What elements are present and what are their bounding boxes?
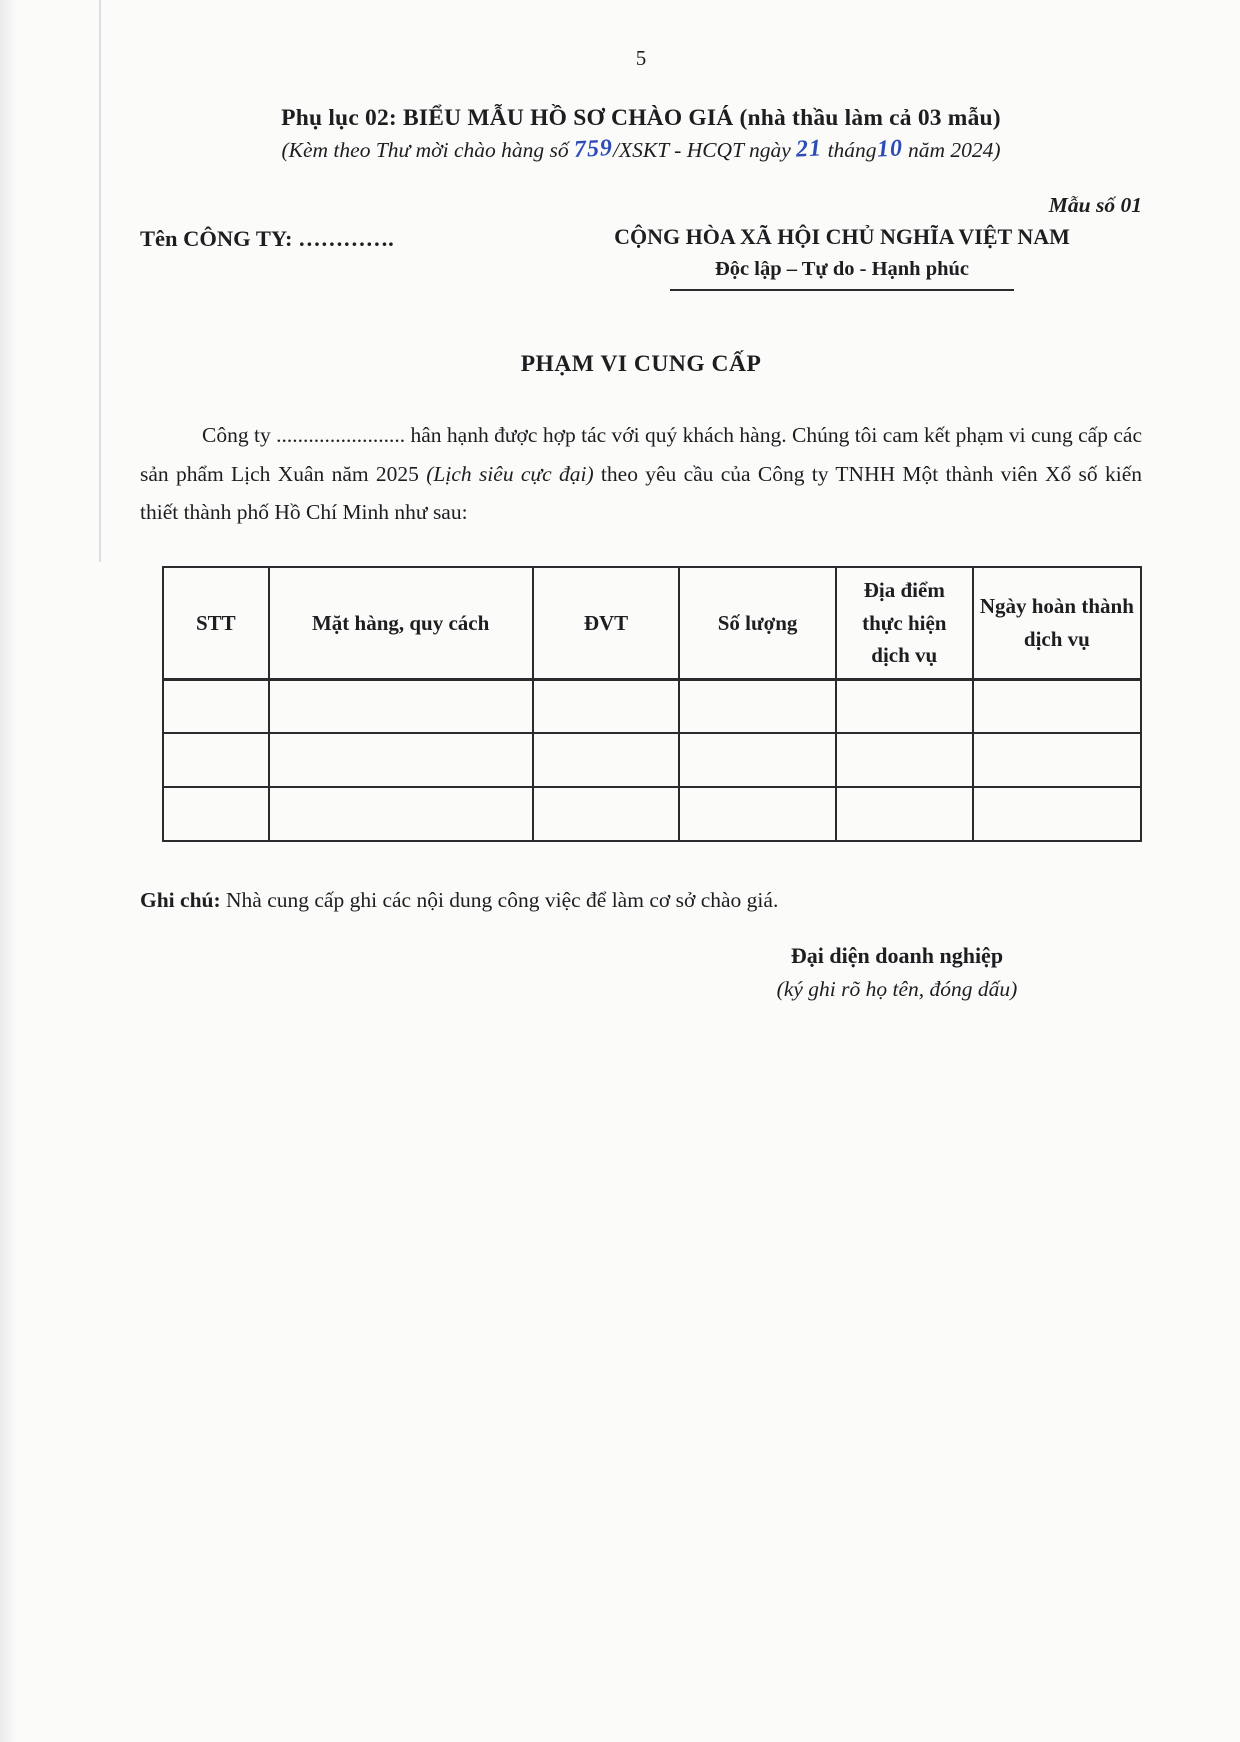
national-motto-line2: Độc lập – Tự do - Hạnh phúc xyxy=(714,258,969,280)
reference-pre: (Kèm theo Thư mời chào hàng số xyxy=(281,138,575,162)
cell-stt xyxy=(163,733,269,787)
cell-stt xyxy=(163,787,269,841)
table-row xyxy=(163,679,1141,733)
table-row xyxy=(163,787,1141,841)
document-heading: PHẠM VI CUNG CẤP xyxy=(520,351,762,377)
note-label: Ghi chú: xyxy=(140,888,221,913)
table-row xyxy=(163,733,1141,787)
paragraph-italic: (Lịch siêu cực đại) xyxy=(426,461,594,486)
header-place: Địa điểm thực hiện dịch vụ xyxy=(836,567,973,679)
cell-quantity xyxy=(679,787,835,841)
cell-item xyxy=(269,679,533,733)
cell-item xyxy=(269,787,533,841)
cell-date xyxy=(973,679,1141,733)
cell-date xyxy=(973,787,1141,841)
cell-stt xyxy=(163,679,269,733)
cell-place xyxy=(836,733,973,787)
cell-quantity xyxy=(679,679,835,733)
cell-quantity xyxy=(679,733,835,787)
commitment-paragraph xyxy=(140,416,1142,532)
form-number-label: Mẫu số 01 xyxy=(1048,193,1142,217)
paragraph-part1: Công ty ........................ hân hạnh được hợp tác với quý khách hàng. Chúng tôi cam kết phạm vi cung cấp các sản phẩm Lịch Xuân năm 2025 xyxy=(140,423,1142,486)
appendix-title: Phụ lục 02: BIỂU MẪU HỒ SƠ CHÀO GIÁ (nhà thầu làm cả 03 mẫu) xyxy=(281,105,1001,131)
national-motto-line1: CỘNG HÒA XÃ HỘI CHỦ NGHĨA VIỆT NAM xyxy=(614,224,1070,249)
note-text: Nhà cung cấp ghi các nội dung công việc để làm cơ sở chào giá. xyxy=(220,888,779,913)
letterhead-row xyxy=(140,224,1142,291)
cell-item xyxy=(269,733,533,787)
signature-block xyxy=(677,943,1117,1002)
reference-post: năm 2024) xyxy=(902,138,1001,162)
table-header-row xyxy=(163,567,1141,679)
company-name-line: Tên CÔNG TY: …………. xyxy=(140,226,394,251)
reference-mid2: tháng xyxy=(822,138,877,162)
reference-line xyxy=(140,134,1142,164)
note-line xyxy=(140,888,1142,913)
supply-scope-table xyxy=(162,566,1142,842)
header-date: Ngày hoàn thành dịch vụ xyxy=(973,567,1141,679)
cell-unit xyxy=(533,787,680,841)
signature-instruction: (ký ghi rõ họ tên, đóng dấu) xyxy=(776,977,1018,1002)
handwritten-month: 10 xyxy=(875,135,904,163)
page-number: 5 xyxy=(635,46,647,70)
cell-date xyxy=(973,733,1141,787)
handwritten-day: 21 xyxy=(795,135,823,163)
header-quantity: Số lượng xyxy=(679,567,835,679)
header-item: Mặt hàng, quy cách xyxy=(269,567,533,679)
reference-mid1: /XSKT - HCQT ngày xyxy=(613,138,797,162)
signature-title: Đại diện doanh nghiệp xyxy=(790,943,1004,969)
paragraph-part2: theo yêu cầu của Công ty TNHH Một thành viên Xổ số kiến thiết thành phố Hồ Chí Minh như sau: xyxy=(140,461,1142,525)
cell-unit xyxy=(533,733,680,787)
header-unit: ĐVT xyxy=(533,567,680,679)
motto-underline xyxy=(670,289,1014,291)
cell-place xyxy=(836,787,973,841)
header-stt: STT xyxy=(163,567,269,679)
cell-unit xyxy=(533,679,680,733)
cell-place xyxy=(836,679,973,733)
national-header xyxy=(542,224,1142,291)
handwritten-doc-number: 759 xyxy=(573,134,614,164)
